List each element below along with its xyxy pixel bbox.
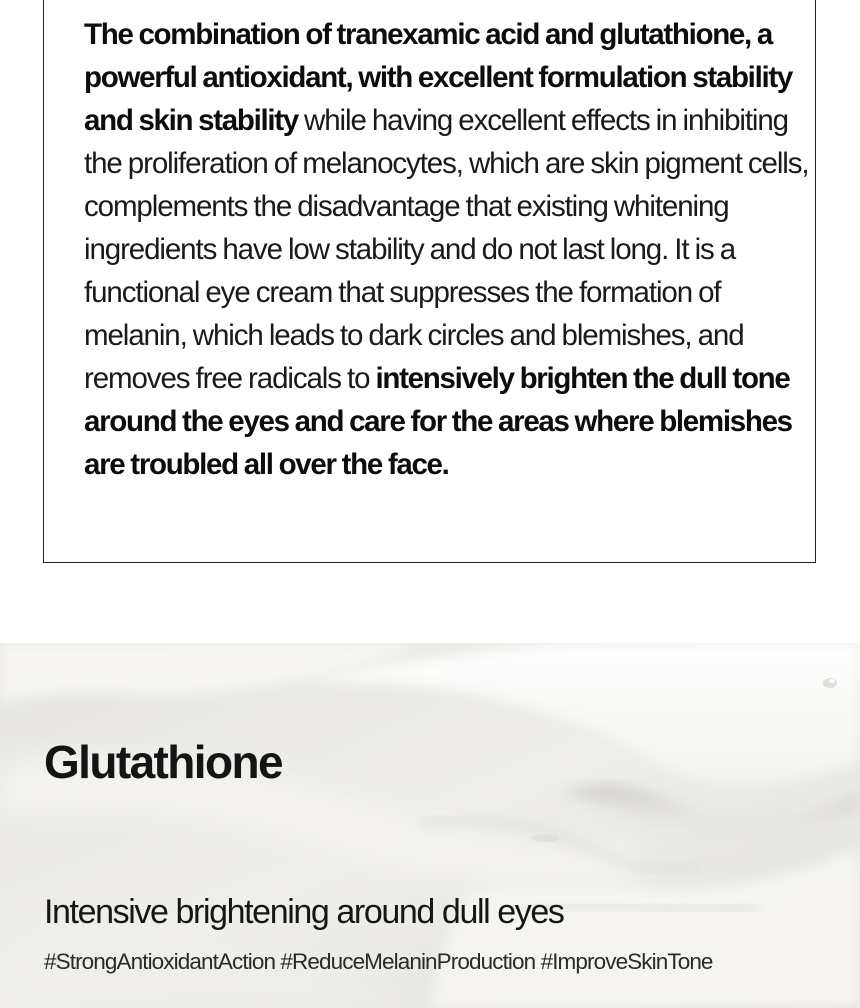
ingredient-subtitle: Intensive brightening around dull eyes — [44, 893, 564, 931]
description-bold-intro: The combination of tranexamic acid and glutathione, a powerful antioxidant, with excellent formulation stability and skin stability — [84, 18, 792, 137]
description-bold-outro: intensively brighten the dull tone around the eyes and care for the areas where blemishes are troubled all over the face. — [84, 362, 792, 481]
description-box — [43, 0, 816, 563]
description-paragraph — [84, 13, 819, 486]
ingredient-hashtags: #StrongAntioxidantAction #ReduceMelaninProduction #ImproveSkinTone — [44, 949, 713, 974]
ingredient-title: Glutathione — [44, 736, 282, 788]
cream-texture-banner — [0, 643, 860, 1008]
description-body: while having excellent effects in inhibiting the proliferation of melanocytes, which are skin pigment cells, complements the disadvantage that existing whitening ingredients have low stability and do not last long. It is a functional eye cream that suppresses the formation of melanin, which leads to dark circles and blemishes, and removes free radicals to — [84, 104, 809, 395]
